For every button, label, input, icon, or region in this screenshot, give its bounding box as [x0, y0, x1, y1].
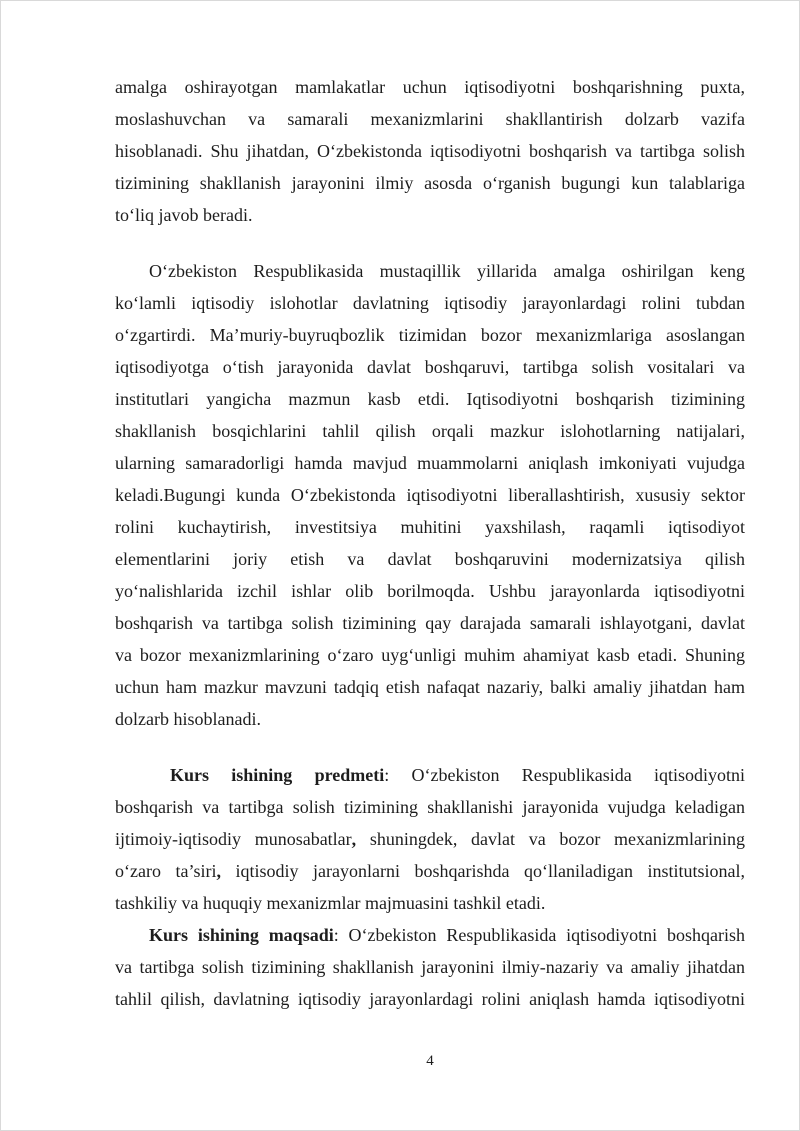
text-segment: : O‘zbekiston Respublikasida iqtisodiyotni [384, 765, 745, 785]
text-segment: tizimining shakllanish jarayonini ilmiy asosda o‘rganish bugungi kun talablariga [115, 173, 745, 193]
text-segment: uchun ham mazkur mavzuni tadqiq etish nafaqat nazariy, balki amaliy jihatdan ham [115, 677, 745, 697]
text-segment: ko‘lamli iqtisodiy islohotlar davlatning iqtisodiy jarayonlardagi rolini tubdan [115, 293, 745, 313]
text-segment: : O‘zbekiston Respublikasida iqtisodiyotni boshqarish [333, 925, 745, 945]
text-segment: rolini kuchaytirish, investitsiya muhitini yaxshilash, raqamli iqtisodiyot [115, 517, 745, 537]
paragraph [115, 759, 745, 919]
text-line [115, 383, 745, 415]
text-segment: iqtisodiyotga o‘tish jarayonida davlat boshqaruvi, tartibga solish vositalari va [115, 357, 745, 377]
text-line [115, 759, 745, 791]
text-line [115, 255, 745, 287]
paragraph [115, 71, 745, 231]
text-line [115, 919, 745, 951]
text-line [115, 823, 745, 855]
text-segment: amalga oshirayotgan mamlakatlar uchun iqtisodiyotni boshqarishning puxta, [115, 77, 745, 97]
text-line [115, 543, 745, 575]
text-line [115, 415, 745, 447]
text-line [115, 447, 745, 479]
text-segment: institutlari yangicha mazmun kasb etdi. Iqtisodiyotni boshqarish tizimining [115, 389, 745, 409]
text-segment: moslashuvchan va samarali mexanizmlarini shakllantirish dolzarb vazifa [115, 109, 745, 129]
text-line [115, 703, 745, 735]
text-segment: iqtisodiy jarayonlarni boshqarishda qo‘llaniladigan institutsional, [220, 861, 745, 881]
text-line [115, 351, 745, 383]
text-segment: yo‘nalishlarida izchil ishlar olib borilmoqda. Ushbu jarayonlarda iqtisodiyotni [115, 581, 745, 601]
text-segment: elementlarini joriy etish va davlat boshqaruvini modernizatsiya qilish [115, 549, 745, 569]
text-segment: to‘liq javob beradi. [115, 205, 253, 225]
bold-text-segment: Kurs ishining maqsadi [149, 925, 334, 945]
text-line [115, 791, 745, 823]
text-line [115, 135, 745, 167]
bold-text-segment: , [351, 829, 357, 849]
bold-text-segment: Kurs ishining predmeti [170, 765, 385, 785]
text-line [115, 319, 745, 351]
text-line [115, 639, 745, 671]
text-line [115, 511, 745, 543]
text-line [115, 951, 745, 983]
page-number: 4 [426, 1053, 434, 1069]
paragraph [115, 255, 745, 735]
text-line [115, 287, 745, 319]
text-line [115, 199, 745, 231]
text-segment: va tartibga solish tizimining shakllanish jarayonini ilmiy-nazariy va amaliy jihatdan [115, 957, 745, 977]
text-line [115, 575, 745, 607]
text-segment: boshqarish va tartibga solish tizimining qay darajada samarali ishlayotgani, davlat [115, 613, 745, 633]
text-line [115, 71, 745, 103]
text-segment: o‘zgartirdi. Ma’muriy-buyruqbozlik tizimidan bozor mexanizmlariga asoslangan [115, 325, 745, 345]
text-segment: tashkiliy va huquqiy mexanizmlar majmuasini tashkil etadi. [115, 893, 546, 913]
text-segment: va bozor mexanizmlarining o‘zaro uyg‘unligi muhim ahamiyat kasb etadi. Shuning [115, 645, 745, 665]
bold-text-segment: , [216, 861, 221, 881]
text-segment: O‘zbekiston Respublikasida mustaqillik yillarida amalga oshirilgan keng [149, 261, 745, 281]
paragraph [115, 919, 745, 1015]
text-segment: ularning samaradorligi hamda mavjud muammolarni aniqlash imkoniyati vujudga [115, 453, 745, 473]
text-segment: boshqarish va tartibga solish tizimining shakllanishi jarayonida vujudga keladigan [115, 797, 745, 817]
text-line [115, 479, 745, 511]
text-line [115, 887, 745, 919]
text-segment: dolzarb hisoblanadi. [115, 709, 261, 729]
text-segment: ijtimoiy-iqtisodiy munosabatlar [115, 829, 352, 849]
text-segment: keladi.Bugungi kunda O‘zbekistonda iqtisodiyotni liberallashtirish, xususiy sektor [115, 485, 745, 505]
text-line [115, 607, 745, 639]
text-line [115, 671, 745, 703]
text-line [115, 855, 745, 887]
text-line [115, 167, 745, 199]
text-segment: shakllanish bosqichlarini tahlil qilish orqali mazkur islohotlarning natijalari, [115, 421, 745, 441]
text-segment: tahlil qilish, davlatning iqtisodiy jarayonlardagi rolini aniqlash hamda iqtisodiyotni [115, 989, 745, 1009]
text-line [115, 103, 745, 135]
text-line [115, 983, 745, 1015]
text-segment: hisoblanadi. Shu jihatdan, O‘zbekistonda iqtisodiyotni boshqarish va tartibga solish [115, 141, 745, 161]
text-segment: shuningdek, davlat va bozor mexanizmlarining [356, 829, 746, 849]
document-body [115, 71, 745, 1015]
text-segment: o‘zaro ta’siri [115, 861, 217, 881]
